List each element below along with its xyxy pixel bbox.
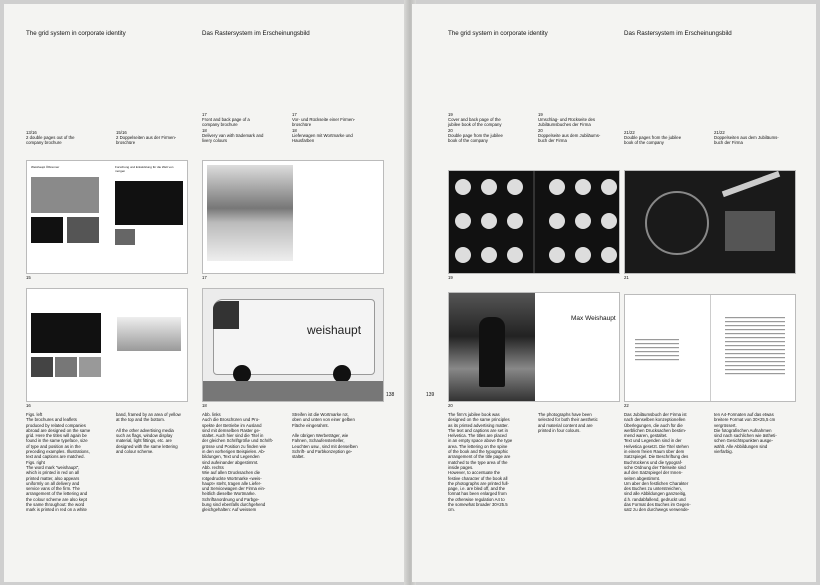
- figure-22-double-page: [624, 294, 796, 402]
- figure-17-brochure-front-back: [202, 160, 384, 274]
- figure-15-brochure: [26, 160, 188, 274]
- left-header-en: The grid system in corporate identity: [26, 30, 126, 37]
- caption-13-16-en: 13/16 2 double pages out of the company brochure: [26, 130, 75, 146]
- fig-label-16: 16: [26, 403, 31, 408]
- right-header-en: The grid system in corporate identity: [448, 30, 548, 37]
- right-page-number: 139: [426, 392, 435, 398]
- caption-17-en: 17 Front and back page of a company brochure 18 Delivery van with trademark and livery colours: [202, 112, 264, 144]
- van-wordmark: weishaupt: [307, 323, 362, 337]
- figure-16-brochure: [26, 288, 188, 402]
- fig-label-17: 17: [202, 275, 207, 280]
- caption-19-de: 19 Umschlag- und Rückseite des Jubiläumsbuches der Firma 20 Doppelseite aus dem Jubiläums- buch der Firma: [538, 112, 601, 144]
- fig-label-20: 20: [448, 403, 453, 408]
- caption-21-22-de: 21/22 Doppelseiten aus dem Jubiläums- buch der Firma: [714, 130, 779, 146]
- thumb-title-b: Forschung und Entwicklung für die Welt von morgen: [115, 165, 174, 173]
- left-body-col4: Streifen ist die Wortmarke rot, oben und unten von einer gelben Fläche eingerahmt. Alle übrigen Werbeträger, wie Fahnen, Schaufensterteller, Leuchten usw., sind mit denselben Schrift- und Farbkonzeption ge- staltet.: [292, 412, 358, 460]
- right-header-de: Das Rastersystem im Erscheinungsbild: [624, 30, 732, 37]
- fig-label-21: 21: [624, 275, 629, 280]
- left-body-col2: band, framed by an area of yellow at the top and the bottom. All the other advertising media such as flags, window display material, light fittings, etc. are designed with the same lettering and colour scheme.: [116, 412, 181, 455]
- right-body-col2: The photographs have been selected for both their aesthetic and material content and are printed in four colours.: [538, 412, 598, 433]
- fig-label-19: 19: [448, 275, 453, 280]
- figure-19-book-cover: [448, 170, 620, 274]
- figure-20-double-page: [448, 292, 620, 402]
- left-body-col1: Figs. left The brochures and leaflets produced by related companies abroad are designed on the same grid. Here the titles will again be found in the same typeface, size of type and position as in the preceding examples. Illustrations, text and captions are matched. Figs. right The word mark "weishaupt", which is printed in red on all printed matter, also appears uniformly on all delivery and service vans of the firm. The arrangement of the lettering and the colour scheme are also kept the same throughout: the word mark is printed in red on a white: [26, 412, 91, 513]
- thumb-title-a: Weishaupt Ölbrenner: [31, 165, 60, 169]
- caption-15-16-de: 15/16 2 Doppelseiten aus der Firmen- broschüre: [116, 130, 177, 146]
- fig-label-18: 18: [202, 403, 207, 408]
- caption-21-22-en: 21/22 Double pages from the jubilee book of the company: [624, 130, 682, 146]
- caption-19-en: 19 Cover and back page of the jubilee book of the company 20 Double page from the jubilee book of the company: [448, 112, 503, 144]
- fig-label-15: 15: [26, 275, 31, 280]
- left-page-number: 138: [386, 392, 395, 398]
- left-page: [4, 4, 408, 582]
- right-page: [412, 4, 816, 582]
- figure-18-delivery-van: [202, 288, 384, 402]
- figure-21-double-page: [624, 170, 796, 274]
- left-body-col3: Abb. links Auch die Broschüren und Pro- spekte der Betriebe im Ausland sind mit demselben Raster ge- staltet. Auch hier sind die Titel in der gleichen Schriftgröße und Schrift- grösse und Position zu finden wie in den vorherigen Beispielen. Ab- bildungen, Text und Legenden sind aufeinander abgestimmt. Abb. rechts Wie auf allen Drucksachen die rotgedruckte Wortmarke «weis- haupt» steht, tragen alle Liefer- und Servicewagen der Firma ein- heitlich dieselbe Wortmarke. Schriftanordnung und Farbge- bung sind ebenfalls durchgehend gleichgehalten: Auf weissem: [202, 412, 274, 513]
- right-body-col3: Das Jubiläumsbuch der Firma ist nach denselben konzeptionellen Überlegungen, die auch für die werblichen Drucksachen bestim- mend waren, gestaltet. Text und Legenden sind in der Helvetica gesetzt. Die Titel stehen in einem freien Raum über dem Satzspiegel. Die Beschriftung des Buchrückens und die typograf- sche Ordnung der Titelseite sind auf den Satzspiegel der Innen- seiten abgestimmt. Um aber den festlichen Charakter des Buches zu unterstreichen, sind alle Abbildungen ganzseitig, d.h. randabfallend, gedruckt und das Format des Buches im Gegen- satz zu den durchwegs verwende-: [624, 412, 691, 513]
- fig-label-22: 22: [624, 403, 629, 408]
- left-header-de: Das Rastersystem im Erscheinungsbild: [202, 30, 310, 37]
- book-title: Max Weishaupt: [571, 315, 616, 322]
- right-body-col4: ten A4-Formaten auf das etwas breitere Format von 30×25,5 cm vergrössert. Die fotografischen Aufnahmen sind nach sachlichen wie ästheti- schen Gesichtspunkten ausge- wählt. Alle Abbildungen sind vierfarbig.: [714, 412, 777, 455]
- right-body-col1: The firm's jubilee book was designed on the same principles as its printed advertising matter. The text and captions are set in Helvetica. The titles are placed in an empty space above the type area. The lettering on the spine of the book and the typographic arrangement of the title page are matched to the type area of the inside pages. However, to accentuate the festive character of the book all the photographs are printed full- page, i.e. are bled off, and the format has been enlarged from the otherwise regulation A4 to the somewhat broader 30×25.5 cm.: [448, 412, 513, 513]
- caption-17-de: 17 Vor- und Rückseite einer Firmen- broschüre 18 Lieferwagen mit Wortmarke und Hausfarben: [292, 112, 356, 144]
